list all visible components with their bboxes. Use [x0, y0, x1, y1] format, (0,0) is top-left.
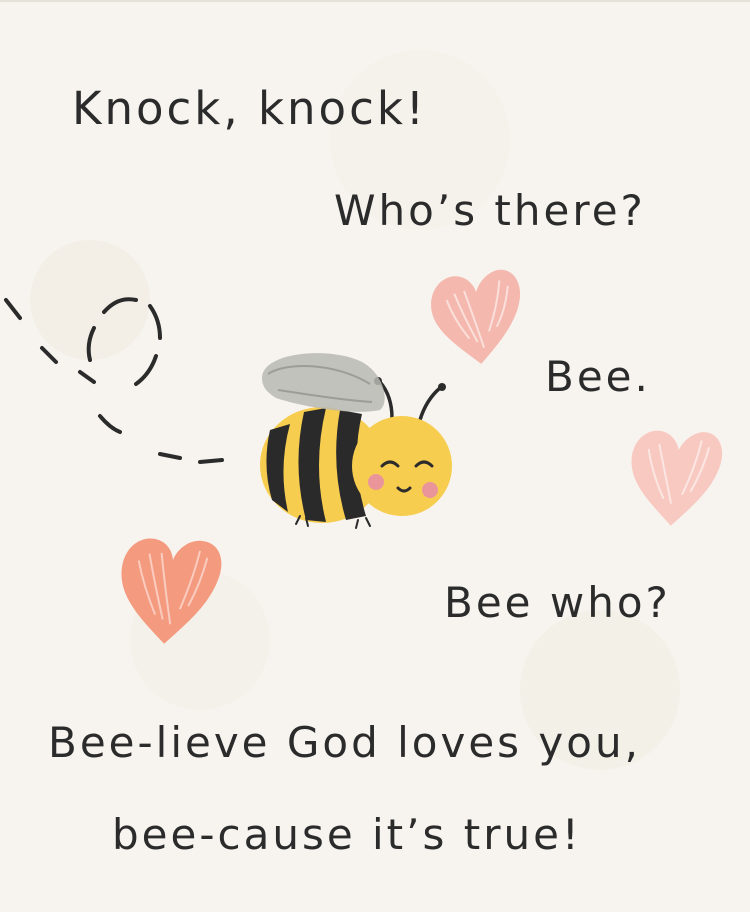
joke-line-whos-there: Who’s there? — [334, 186, 646, 235]
joke-line-knock: Knock, knock! — [72, 82, 427, 135]
joke-line-bee-who: Bee who? — [444, 578, 671, 627]
joke-punchline-1: Bee-lieve God loves you, — [48, 718, 641, 767]
joke-punchline-2: bee-cause it’s true! — [112, 810, 582, 859]
joke-line-bee: Bee. — [545, 352, 651, 401]
dashed-flight-path — [6, 299, 222, 462]
heart-icon-right — [625, 425, 724, 530]
bee-icon — [260, 353, 452, 528]
heart-icon-top — [429, 269, 525, 368]
heart-icon-left — [114, 533, 223, 649]
